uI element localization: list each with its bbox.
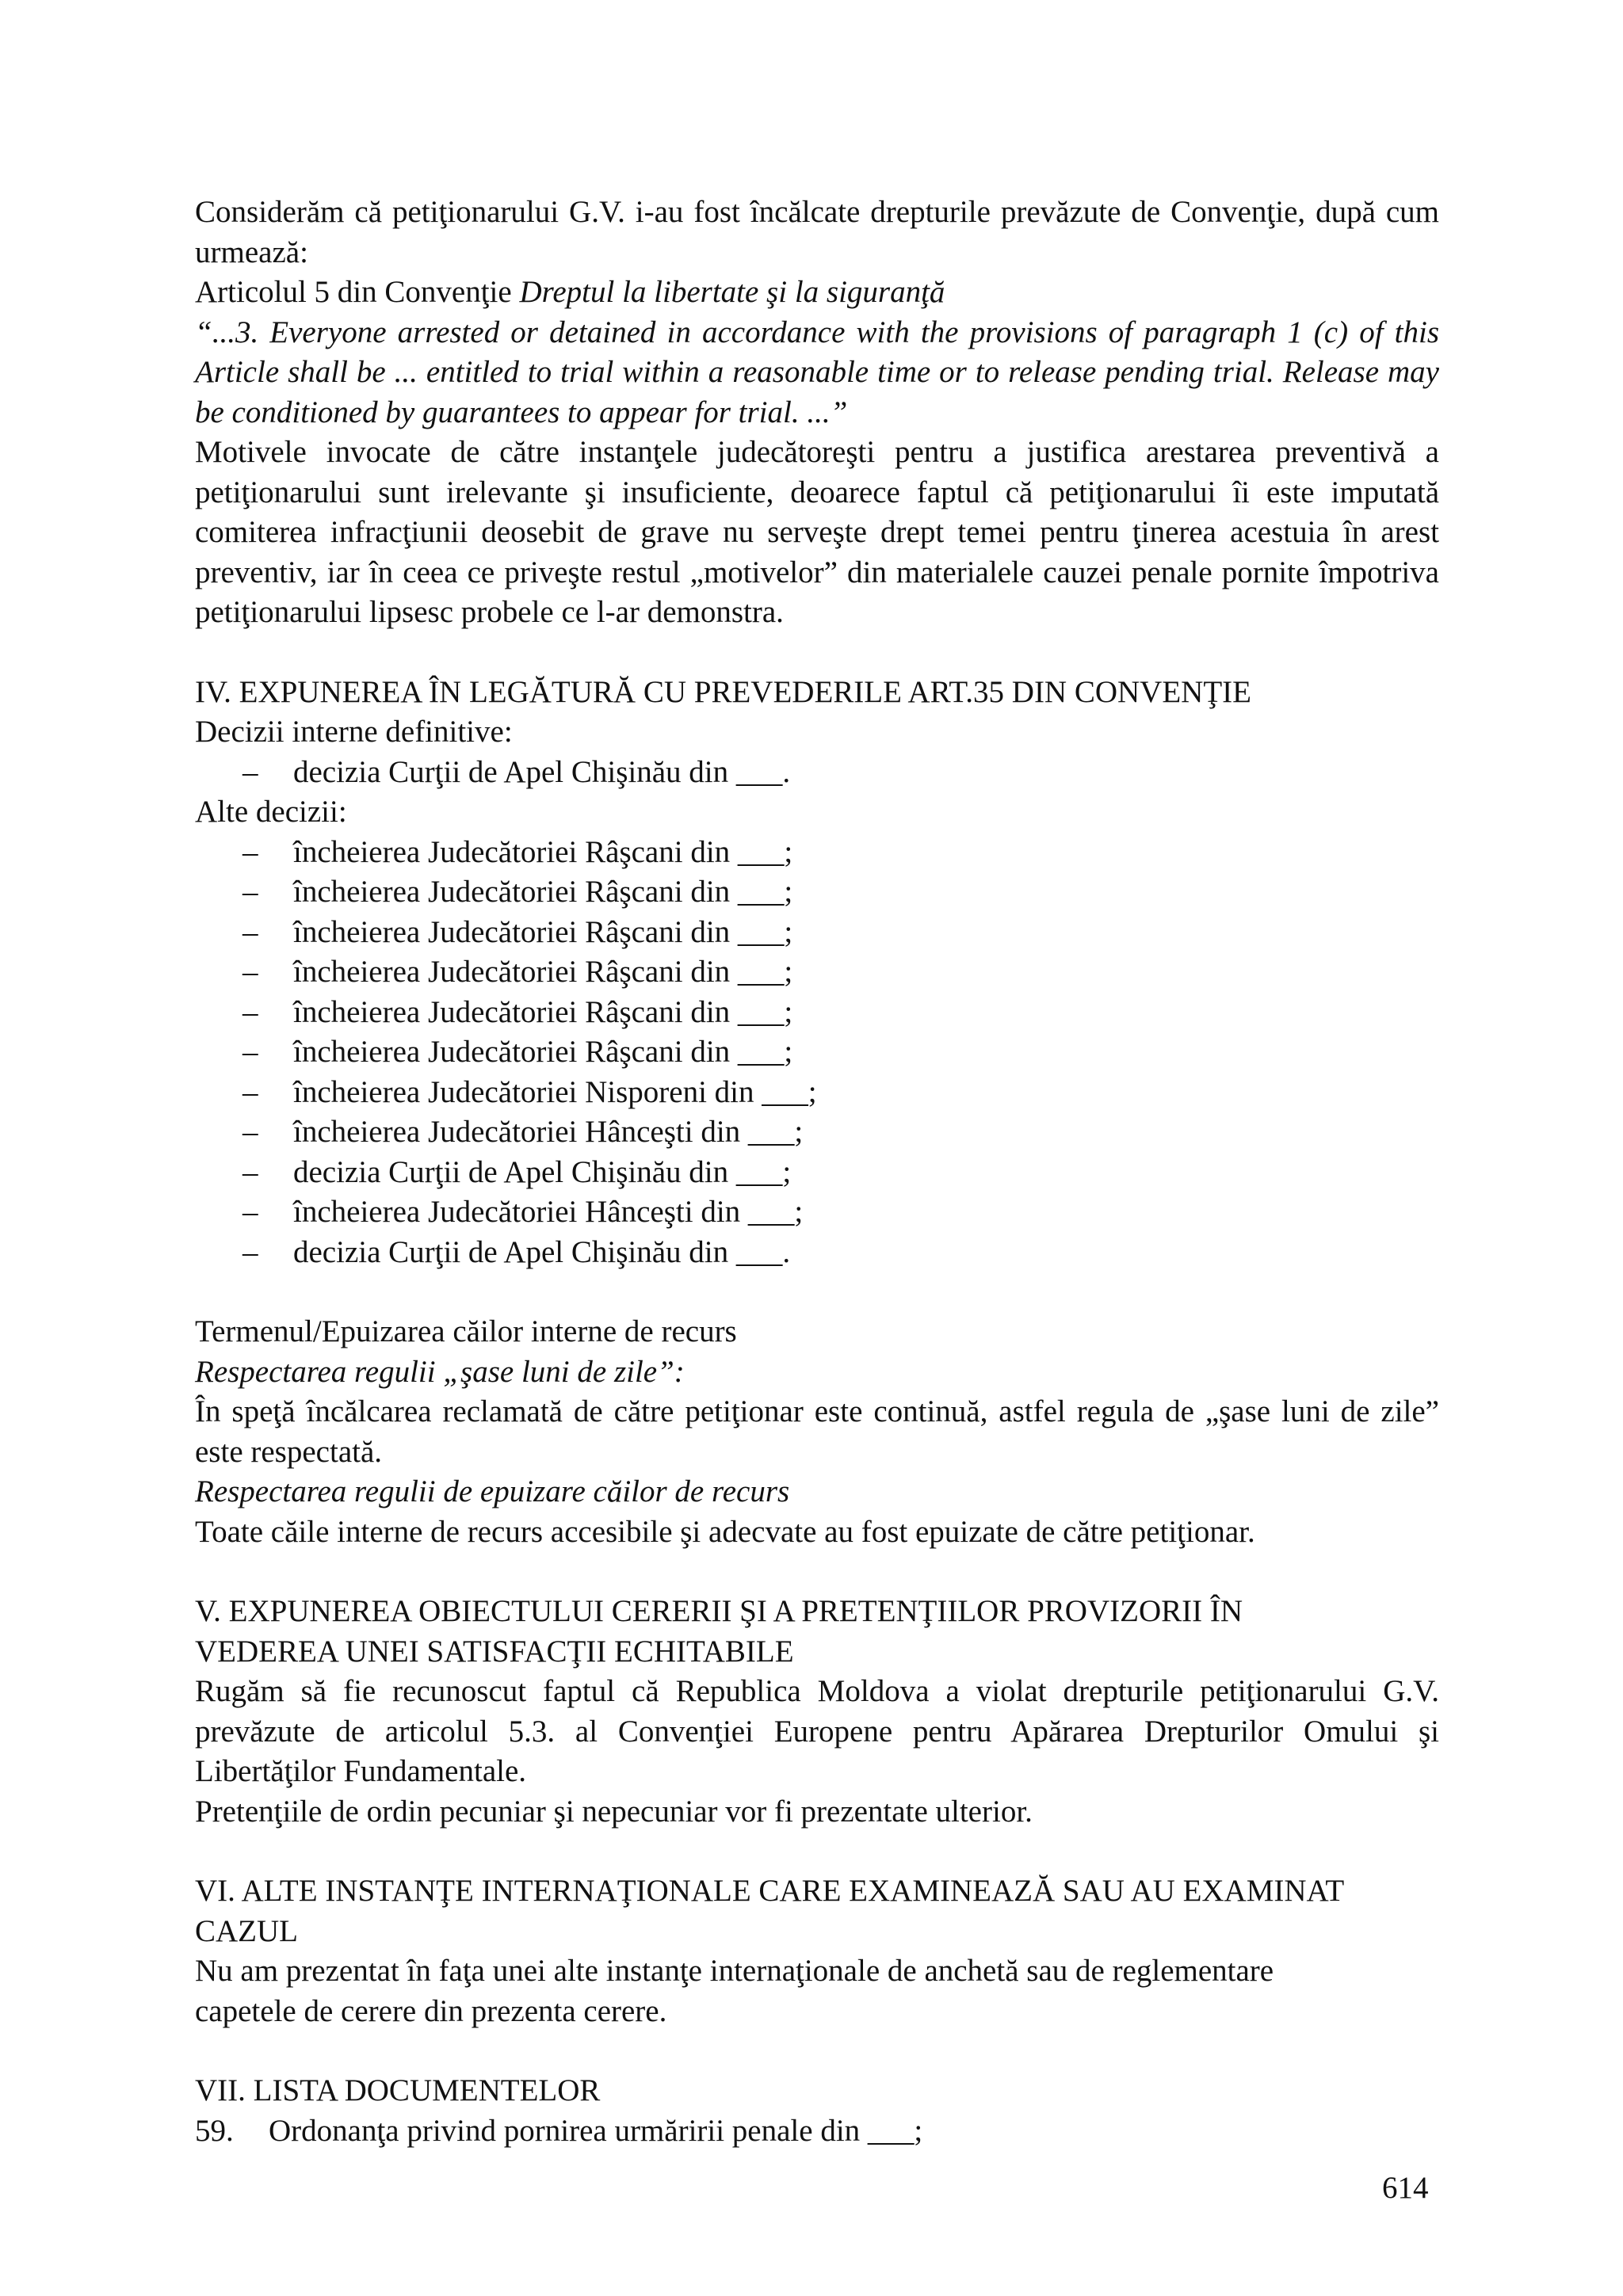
dash-bullet: – <box>242 994 258 1029</box>
section-5-heading-line-1: V. EXPUNEREA OBIECTULUI CERERII ŞI A PRETENŢIILOR PROVIZORII ÎN <box>195 1594 1243 1628</box>
term-label: Termenul/Epuizarea căilor interne de recurs <box>195 1314 737 1348</box>
other-decisions-label: Alte decizii: <box>195 795 347 829</box>
exhaustion-text: Toate căile interne de recurs accesibile şi adecvate au fost epuizate de către petiţionar. <box>195 1514 1255 1549</box>
list-item <box>195 1192 1439 1233</box>
spacer <box>195 1272 1439 1312</box>
document-list-item <box>195 2111 1439 2152</box>
convention-quote: “...3. Everyone arrested or detained in accordance with the provisions of paragraph 1 (c) of this Article shall be ... entitled to trial within a reasonable time or to release pending trial. Release may be conditioned by guarantees to appear for trial. ...” <box>195 315 1439 429</box>
section-5-text: Rugăm să fie recunoscut faptul că Republica Moldova a violat drepturile petiţionarului G.V. prevăzute de articolul 5.3. al Convenţiei Europene pentru Apărarea Drepturilor Omului şi Libertăţilor Fundamentale. <box>195 1674 1439 1788</box>
list-item <box>195 1073 1439 1113</box>
final-decisions-list <box>195 753 1439 793</box>
list-item-text: încheierea Judecătoriei Hânceşti din ___; <box>293 1195 804 1229</box>
exhaustion-label: Respectarea regulii de epuizare căilor de recurs <box>195 1474 790 1508</box>
dash-bullet: – <box>242 914 258 949</box>
section-5-claims: Pretenţiile de ordin pecuniar şi nepecuniar vor fi prezentate ulterior. <box>195 1794 1033 1829</box>
list-item <box>195 1032 1439 1073</box>
list-item-text: încheierea Judecătoriei Hânceşti din ___; <box>293 1115 804 1149</box>
dash-bullet: – <box>242 1234 258 1269</box>
spacer <box>195 2031 1439 2071</box>
article-title: Dreptul la libertate şi la siguranţă <box>519 275 945 309</box>
six-months-text: În speţă încălcarea reclamată de către petiţionar este continuă, astfel regula de „şase luni de zile” este respectată. <box>195 1394 1439 1469</box>
dash-bullet: – <box>242 1035 258 1069</box>
list-item-text: încheierea Judecătoriei Râşcani din ___; <box>293 834 793 869</box>
list-item-text: decizia Curţii de Apel Chişinău din ___. <box>293 754 791 789</box>
list-item-text: încheierea Judecătoriei Râşcani din ___; <box>293 1035 793 1069</box>
list-item <box>195 1233 1439 1273</box>
document-text: Ordonanţa privind pornirea urmăririi penale din ___; <box>269 2113 923 2148</box>
spacer <box>195 1832 1439 1871</box>
section-5-heading-line-2: VEDEREA UNEI SATISFACŢII ECHITABILE <box>195 1634 794 1669</box>
article-prefix: Articolul 5 din Convenţie <box>195 275 520 309</box>
list-item-text: încheierea Judecătoriei Nisporeni din ___; <box>293 1074 817 1109</box>
list-item-text: încheierea Judecătoriei Râşcani din ___; <box>293 875 793 909</box>
list-item <box>195 952 1439 993</box>
six-months-label: Respectarea regulii „şase luni de zile”: <box>195 1354 685 1389</box>
dash-bullet: – <box>242 834 258 869</box>
final-decisions-label: Decizii interne definitive: <box>195 715 513 749</box>
dash-bullet: – <box>242 1115 258 1149</box>
section-6-text-line-1: Nu am prezentat în faţa unei alte instanţe internaţionale de anchetă sau de reglementare <box>195 1954 1274 1988</box>
list-item-text: decizia Curţii de Apel Chişinău din ___; <box>293 1154 792 1189</box>
dash-bullet: – <box>242 1154 258 1189</box>
dash-bullet: – <box>242 875 258 909</box>
intro-paragraph: Considerăm că petiţionarului G.V. i-au fost încălcate drepturile prevăzute de Convenţie, după cum urmează: <box>195 195 1439 269</box>
list-item <box>195 753 1439 793</box>
list-item <box>195 1112 1439 1153</box>
dash-bullet: – <box>242 754 258 789</box>
document-number: 59. <box>195 2113 234 2148</box>
section-7-heading: VII. LISTA DOCUMENTELOR <box>195 2073 601 2107</box>
section-6-heading-line-2: CAZUL <box>195 1913 298 1948</box>
list-item-text: încheierea Judecătoriei Râşcani din ___; <box>293 914 793 949</box>
list-item <box>195 1153 1439 1193</box>
spacer <box>195 1552 1439 1592</box>
motive-paragraph: Motivele invocate de către instanţele judecătoreşti pentru a justifica arestarea preventivă a petiţionarului sunt irelevante şi insuficiente, deoarece faptul că petiţionarului îi este imputată comiterea infracţiunii deosebit de grave nu serveşte drept temei pentru ţinerea acestuia în arest preventiv, iar în ceea ce priveşte restul „motivelor” din materialele cauzei penale pornite împotriva petiţionarului lipsesc probele ce l-ar demonstra. <box>195 435 1439 629</box>
dash-bullet: – <box>242 955 258 989</box>
section-6-heading-line-1: VI. ALTE INSTANŢE INTERNAŢIONALE CARE EXAMINEAZĂ SAU AU EXAMINAT <box>195 1874 1345 1908</box>
list-item <box>195 833 1439 873</box>
list-item <box>195 993 1439 1033</box>
article-reference <box>195 273 1439 313</box>
list-item-text: încheierea Judecătoriei Râşcani din ___; <box>293 955 793 989</box>
list-item-text: decizia Curţii de Apel Chişinău din ___. <box>293 1234 791 1269</box>
list-item <box>195 913 1439 953</box>
section-4-heading: IV. EXPUNEREA ÎN LEGĂTURĂ CU PREVEDERILE ART.35 DIN CONVENŢIE <box>195 674 1251 709</box>
page-number: 614 <box>1382 2171 1429 2205</box>
document-page <box>195 193 1439 2151</box>
list-item <box>195 872 1439 913</box>
dash-bullet: – <box>242 1195 258 1229</box>
spacer <box>195 633 1439 673</box>
dash-bullet: – <box>242 1074 258 1109</box>
section-6-text-line-2: capetele de cerere din prezenta cerere. <box>195 1993 667 2028</box>
list-item-text: încheierea Judecătoriei Râşcani din ___; <box>293 994 793 1029</box>
other-decisions-list <box>195 833 1439 1273</box>
